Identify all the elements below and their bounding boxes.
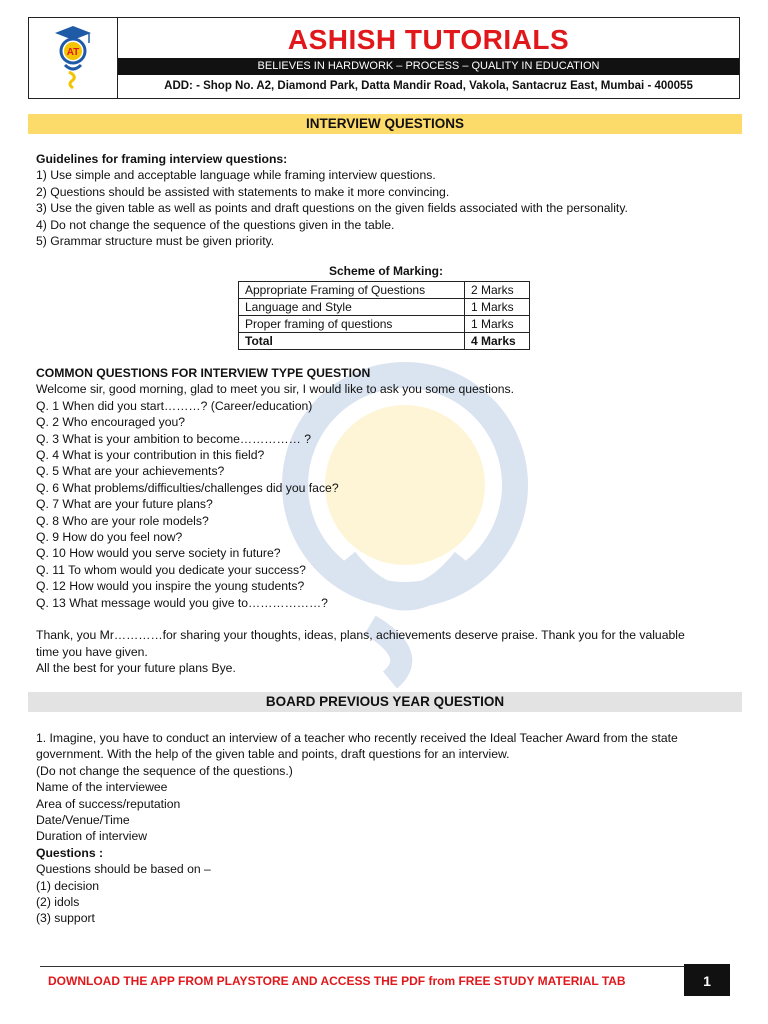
question-item: Q. 8 Who are your role models? xyxy=(36,513,209,528)
total-label-cell: Total xyxy=(239,333,465,350)
logo xyxy=(29,18,118,98)
board-line: 1. Imagine, you have to conduct an interview of a teacher who recently received the Ideal Teacher Award from the state xyxy=(36,731,678,745)
marking-scheme-table xyxy=(238,281,530,350)
marks-cell: 1 Marks xyxy=(465,316,530,333)
question-item: Q. 9 How do you feel now? xyxy=(36,530,183,545)
basis-line: Questions should be based on – xyxy=(36,862,211,877)
guidelines xyxy=(36,151,628,249)
footer-download-note: DOWNLOAD THE APP FROM PLAYSTORE AND ACCESS THE PDF from FREE STUDY MATERIAL TAB xyxy=(40,966,696,996)
question-item: Q. 2 Who encouraged you? xyxy=(36,415,186,430)
common-questions-title: COMMON QUESTIONS FOR INTERVIEW TYPE QUESTION xyxy=(36,366,371,380)
board-line: Duration of interview xyxy=(36,829,148,844)
section-heading-board-question: BOARD PREVIOUS YEAR QUESTION xyxy=(28,692,742,712)
question-item: Q. 4 What is your contribution in this field? xyxy=(36,448,265,463)
document-header xyxy=(28,17,740,99)
table-total-row xyxy=(239,333,530,350)
question-item: Q. 11 To whom would you dedicate your success? xyxy=(36,562,306,577)
guideline-item: 5) Grammar structure must be given priority. xyxy=(36,234,275,249)
question-item: Q. 6 What problems/difficulties/challenges did you face? xyxy=(36,480,339,495)
graduation-cap-logo-icon xyxy=(29,18,117,98)
board-line: (Do not change the sequence of the questions.) xyxy=(36,763,293,778)
table-row xyxy=(239,299,530,316)
section-heading-interview-questions: INTERVIEW QUESTIONS xyxy=(28,114,742,134)
question-item: Q. 10 How would you serve society in future? xyxy=(36,546,281,561)
criterion-cell: Appropriate Framing of Questions xyxy=(239,282,465,299)
closing-line: Thank, you Mr…………for sharing your thoughts, ideas, plans, achievements deserve praise. Thank you for the valuable xyxy=(36,628,685,643)
question-item: Q. 3 What is your ambition to become…………… ? xyxy=(36,431,311,446)
common-intro: Welcome sir, good morning, glad to meet you sir, I would like to ask you some questions. xyxy=(36,382,515,397)
board-line: Name of the interviewee xyxy=(36,780,168,795)
table-row xyxy=(239,316,530,333)
closing-line: time you have given. xyxy=(36,644,148,659)
guidelines-title: Guidelines for framing interview questions: xyxy=(36,152,288,166)
board-line: Date/Venue/Time xyxy=(36,813,130,828)
total-marks-cell: 4 Marks xyxy=(465,333,530,350)
board-line: Area of success/reputation xyxy=(36,796,181,811)
basis-line: (1) decision xyxy=(36,878,99,893)
criterion-cell: Proper framing of questions xyxy=(239,316,465,333)
question-item: Q. 7 What are your future plans? xyxy=(36,497,213,512)
question-item: Q. 13 What message would you give to………………? xyxy=(36,595,328,610)
table-row xyxy=(239,282,530,299)
guideline-item: 1) Use simple and acceptable language while framing interview questions. xyxy=(36,168,436,183)
page-number: 1 xyxy=(684,964,730,996)
guideline-item: 2) Questions should be assisted with statements to make it more convincing. xyxy=(36,184,450,199)
guideline-item: 4) Do not change the sequence of the questions given in the table. xyxy=(36,217,395,232)
marks-cell: 2 Marks xyxy=(465,282,530,299)
marks-cell: 1 Marks xyxy=(465,299,530,316)
basis-line: (3) support xyxy=(36,911,95,926)
question-item: Q. 5 What are your achievements? xyxy=(36,464,225,479)
board-line: government. With the help of the given table and points, draft questions for an interview. xyxy=(36,747,510,762)
institute-tagline: BELIEVES IN HARDWORK – PROCESS – QUALITY IN EDUCATION xyxy=(118,58,739,75)
institute-title: ASHISH TUTORIALS xyxy=(287,24,570,55)
question-item: Q. 12 How would you inspire the young students? xyxy=(36,579,305,594)
question-item: Q. 1 When did you start………? (Career/education) xyxy=(36,398,313,413)
institute-address: ADD: - Shop No. A2, Diamond Park, Datta Mandir Road, Vakola, Santacruz East, Mumbai - 400055 xyxy=(164,80,693,92)
closing-line: All the best for your future plans Bye. xyxy=(36,660,236,675)
board-question xyxy=(36,730,678,927)
common-questions xyxy=(36,365,685,676)
questions-label: Questions : xyxy=(36,845,104,860)
criterion-cell: Language and Style xyxy=(239,299,465,316)
guideline-item: 3) Use the given table as well as points and draft questions on the given fields associated with the personality. xyxy=(36,201,628,216)
basis-line: (2) idols xyxy=(36,895,80,910)
marking-scheme-title: Scheme of Marking: xyxy=(328,264,444,278)
svg-text:AT: AT xyxy=(66,47,80,58)
